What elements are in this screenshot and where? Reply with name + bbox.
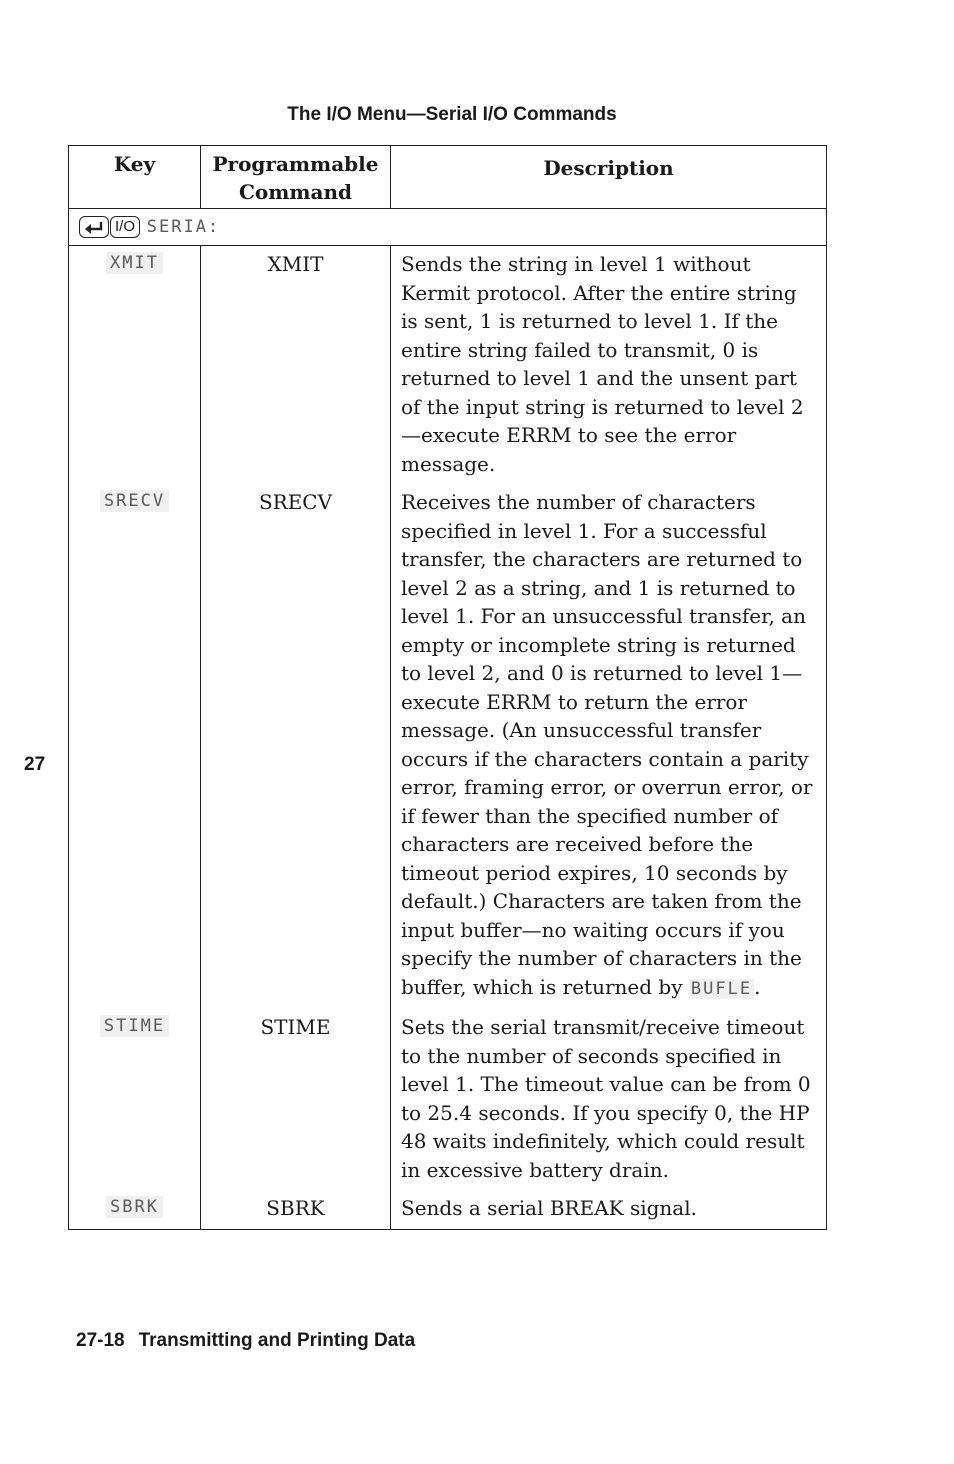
header-command: Programmable Command	[201, 146, 391, 209]
page-footer	[76, 1330, 415, 1352]
xmit-menu-key: XMIT	[106, 252, 163, 274]
table-title: The I/O Menu—Serial I/O Commands	[287, 104, 617, 125]
chapter-title: Transmitting and Printing Data	[138, 1330, 416, 1351]
left-shift-key	[79, 216, 109, 238]
commands-table	[68, 145, 827, 1230]
description-srecv	[391, 484, 827, 1009]
left-shift-arrow-icon	[83, 220, 105, 234]
key-cell	[69, 484, 201, 1009]
command-srecv: SRECV	[201, 484, 391, 1009]
srecv-menu-key: SRECV	[100, 490, 169, 512]
command-sbrk: SBRK	[201, 1190, 391, 1229]
io-key: I/O	[110, 216, 140, 238]
stime-menu-key: STIME	[100, 1015, 169, 1037]
sbrk-menu-key: SBRK	[106, 1196, 163, 1218]
menu-path	[69, 209, 827, 246]
key-cell	[69, 1190, 201, 1229]
menu-path-row	[69, 209, 827, 246]
description-sbrk: Sends a serial BREAK signal.	[391, 1190, 827, 1229]
bufle-menu-key: BUFLE	[690, 978, 753, 999]
command-row-srecv	[69, 484, 827, 1009]
description-srecv-end: .	[754, 974, 761, 999]
header-key: Key	[69, 146, 201, 209]
page-number: 27-18	[76, 1330, 125, 1351]
command-stime: STIME	[201, 1009, 391, 1190]
command-row-xmit	[69, 246, 827, 485]
command-xmit: XMIT	[201, 246, 391, 485]
description-stime: Sets the serial transmit/receive timeout to the number of seconds specified in level 1. The timeout value can be from 0 to 25.4 seconds. If you specify 0, the HP 48 waits indefinitely, which could result in excessive battery drain.	[391, 1009, 827, 1190]
key-cell	[69, 246, 201, 485]
chapter-tab: 27	[24, 754, 46, 775]
key-cell	[69, 1009, 201, 1190]
description-srecv-text: Receives the number of characters specified in level 1. For a successful transfer, the characters are returned to level 2 as a string, and 1 is returned to level 1. For an unsuccessful transfer, an empty or incomplete string is returned to level 2, and 0 is returned to level 1—execute ERRM to return the error message. (An unsuccessful transfer occurs if the characters contain a parity error, framing error, or overrun error, or if fewer than the specified number of characters are received before the timeout period expires, 10 seconds by default.) Characters are taken from the input buffer—no waiting occurs if you specify the number of characters in the buffer, which is returned by	[401, 490, 813, 999]
command-row-stime	[69, 1009, 827, 1190]
seria-menu-label: SERIA:	[146, 217, 221, 237]
serial-io-table	[68, 145, 826, 1230]
table-header-row	[69, 146, 827, 209]
header-description: Description	[391, 146, 827, 209]
description-xmit: Sends the string in level 1 without Kermit protocol. After the entire string is sent, 1 is returned to level 1. If the entire string failed to transmit, 0 is returned to level 1 and the unsent part of the input string is returned to level 2—execute ERRM to see the error message.	[391, 246, 827, 485]
command-row-sbrk	[69, 1190, 827, 1229]
